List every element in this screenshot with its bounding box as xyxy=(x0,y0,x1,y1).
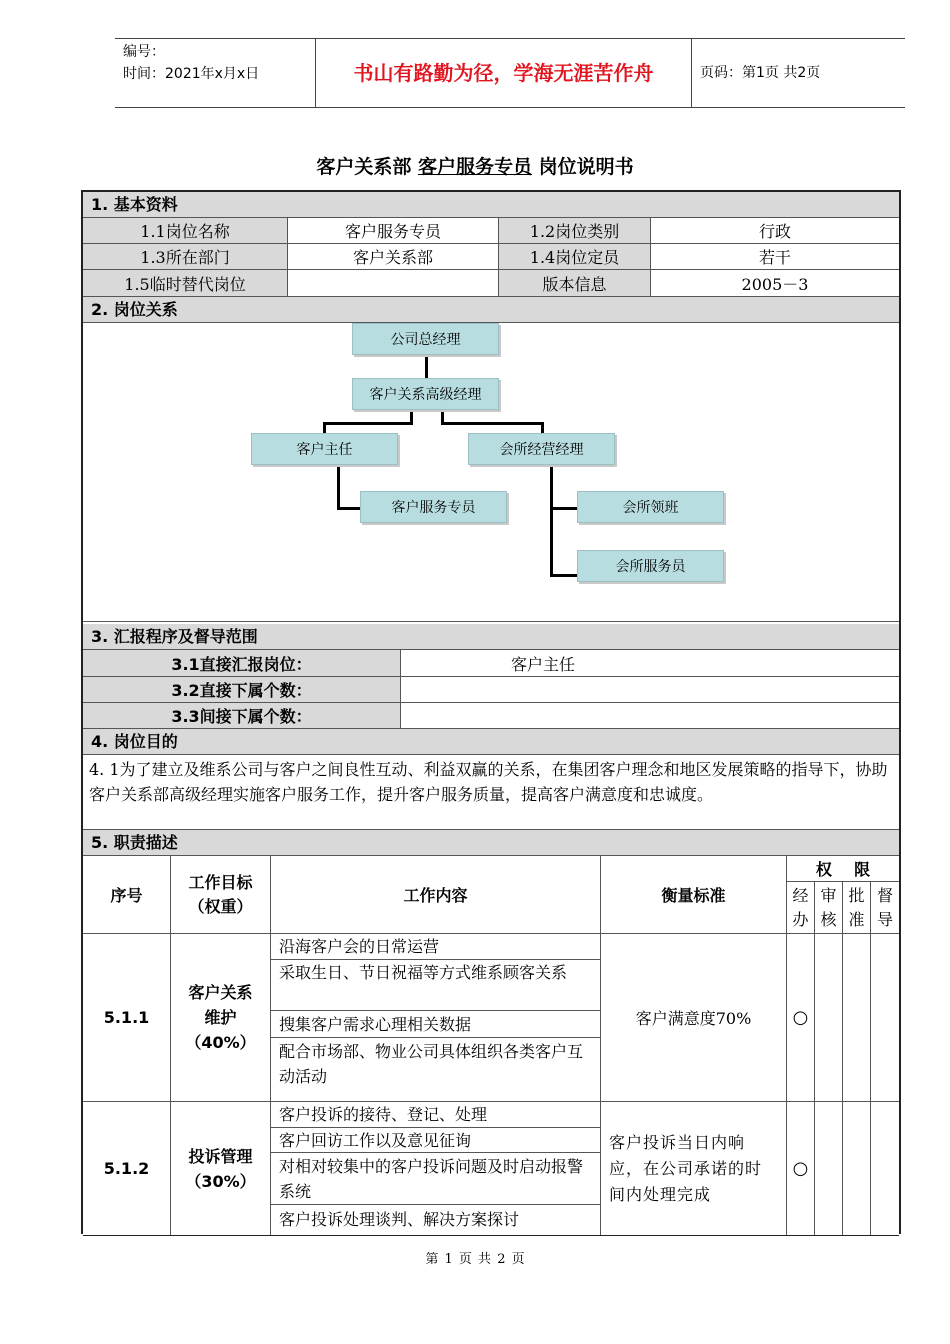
time-label: 时间：2021年x月x日 xyxy=(123,66,260,82)
title-job: 客户服务专员 xyxy=(417,156,532,178)
org-node-club-staff: 会所服务员 xyxy=(577,550,724,582)
org-node-director: 客户主任 xyxy=(251,433,398,465)
value-substitute xyxy=(288,270,499,296)
header-auth-handle: 经办 xyxy=(787,882,815,934)
value-indirect-subordinates xyxy=(401,703,899,728)
duty-seq: 5.1.1 xyxy=(83,934,171,1101)
duty-seq: 5.1.2 xyxy=(83,1102,171,1235)
duties-header xyxy=(83,856,899,934)
duty-contents xyxy=(271,934,601,1101)
document-title xyxy=(0,152,950,179)
org-chart xyxy=(83,323,899,622)
basic-row-2 xyxy=(83,244,899,270)
label-substitute: 1.5临时替代岗位 xyxy=(83,270,288,296)
number-label: 编号： xyxy=(123,44,165,60)
section-relations: 2. 岗位关系 xyxy=(83,297,899,323)
duty-auth-review-mark xyxy=(815,934,843,1101)
value-version: 2005－3 xyxy=(741,274,809,294)
duty-row xyxy=(83,1102,899,1236)
duty-content-item: 客户投诉的接待、登记、处理 xyxy=(271,1102,600,1128)
section-basic-info: 1. 基本资料 xyxy=(83,192,899,218)
line-gm-senior xyxy=(425,356,428,378)
label-position-category: 1.2岗位类别 xyxy=(499,218,651,243)
label-version: 版本信息 xyxy=(499,270,651,296)
section-reporting: 3. 汇报程序及督导范围 xyxy=(83,624,899,650)
header-auth-approve: 批准 xyxy=(843,882,871,934)
job-description-table xyxy=(81,190,901,1234)
purpose-text: 4. 1为了建立及维系公司与客户之间良性互动、利益双赢的关系，在集团客户理念和地区发展策略的指导下，协助客户关系部高级经理实施客户服务工作，提升客户服务质量，提高客户满意度和忠诚度。 xyxy=(83,755,899,830)
value-position-name: 客户服务专员 xyxy=(288,218,499,243)
duty-target: 投诉管理（30%） xyxy=(171,1102,271,1235)
line-to-director xyxy=(323,422,413,425)
value-direct-subordinates xyxy=(401,677,899,702)
org-node-club-lead: 会所领班 xyxy=(577,491,724,523)
header-content: 工作内容 xyxy=(271,856,601,933)
duty-content-item: 搜集客户需求心理相关数据 xyxy=(271,1011,600,1038)
duty-contents xyxy=(271,1102,601,1235)
basic-row-1 xyxy=(83,218,899,244)
duty-auth-handle-mark: ○ xyxy=(787,1102,815,1235)
value-headcount: 若干 xyxy=(758,248,791,267)
duty-standard: 客户投诉当日内响应，在公司承诺的时间内处理完成 xyxy=(601,1102,787,1235)
duty-target: 客户关系维护（40%） xyxy=(171,934,271,1101)
title-suffix: 岗位说明书 xyxy=(532,156,634,178)
basic-row-3 xyxy=(83,270,899,297)
label-direct-report: 3.1直接汇报岗位： xyxy=(83,650,401,676)
org-node-senior-manager: 客户关系高级经理 xyxy=(352,378,499,410)
header-page-label: 页码：第1页 共2页 xyxy=(700,65,821,81)
page-footer: 第 1 页 共 2 页 xyxy=(425,1252,525,1267)
line-club-mgr-drop xyxy=(541,422,544,433)
duty-content-item: 对相对较集中的客户投诉问题及时启动报警系统 xyxy=(271,1153,600,1205)
duty-auth-supervise-mark xyxy=(871,1102,899,1235)
header-meta xyxy=(115,39,315,107)
line-to-club-mgr xyxy=(441,422,543,425)
section-purpose: 4. 岗位目的 xyxy=(83,729,899,755)
duty-auth-supervise-mark xyxy=(871,934,899,1101)
reporting-row-2 xyxy=(83,677,899,703)
reporting-row-1 xyxy=(83,650,899,677)
duty-standard: 客户满意度70% xyxy=(601,934,787,1101)
reporting-row-3 xyxy=(83,703,899,729)
org-node-specialist: 客户服务专员 xyxy=(360,491,507,523)
header-seq: 序号 xyxy=(83,856,171,933)
section-duties: 5. 职责描述 xyxy=(83,830,899,856)
line-club-lead-h xyxy=(550,507,578,510)
label-position-name: 1.1岗位名称 xyxy=(83,218,288,243)
duty-auth-review-mark xyxy=(815,1102,843,1235)
org-node-club-manager: 会所经营经理 xyxy=(468,433,615,465)
duty-content-item: 配合市场部、物业公司具体组织各类客户互动活动 xyxy=(279,1042,584,1086)
duty-content-item: 客户投诉处理谈判、解决方案探讨 xyxy=(279,1210,520,1229)
value-direct-report: 客户主任 xyxy=(511,654,576,674)
duty-content-item: 客户回访工作以及意见征询 xyxy=(271,1128,600,1153)
header-standard: 衡量标准 xyxy=(601,856,787,933)
header-auth-review: 审核 xyxy=(815,882,843,934)
duty-auth-approve-mark xyxy=(843,934,871,1101)
label-direct-subordinates: 3.2直接下属个数： xyxy=(83,677,401,702)
line-director-specialist-h xyxy=(337,507,361,510)
line-club-staff-h xyxy=(550,574,578,577)
value-department: 客户关系部 xyxy=(288,244,499,269)
duty-content-item: 采取生日、节日祝福等方式维系顾客关系 xyxy=(271,960,600,1011)
header-target: 工作目标（权重） xyxy=(171,856,271,933)
title-prefix: 客户关系部 xyxy=(316,156,418,178)
duty-auth-handle-mark: ○ xyxy=(787,934,815,1101)
page-header xyxy=(115,38,905,108)
label-indirect-subordinates: 3.3间接下属个数： xyxy=(83,703,401,728)
duty-row xyxy=(83,934,899,1102)
line-director-specialist-v xyxy=(337,465,340,509)
line-director-drop xyxy=(323,422,326,433)
value-position-category: 行政 xyxy=(758,222,791,241)
line-club-mgr-v xyxy=(550,465,553,576)
duty-content-item: 沿海客户会的日常运营 xyxy=(271,934,600,960)
duty-auth-approve-mark xyxy=(843,1102,871,1235)
label-department: 1.3所在部门 xyxy=(83,244,288,269)
org-node-gm: 公司总经理 xyxy=(352,323,499,355)
header-motto: 书山有路勤为径，学海无涯苦作舟 xyxy=(315,39,692,107)
label-headcount: 1.4岗位定员 xyxy=(499,244,651,269)
header-auth-supervise: 督导 xyxy=(876,886,893,929)
header-authority: 权 限 xyxy=(787,856,899,882)
